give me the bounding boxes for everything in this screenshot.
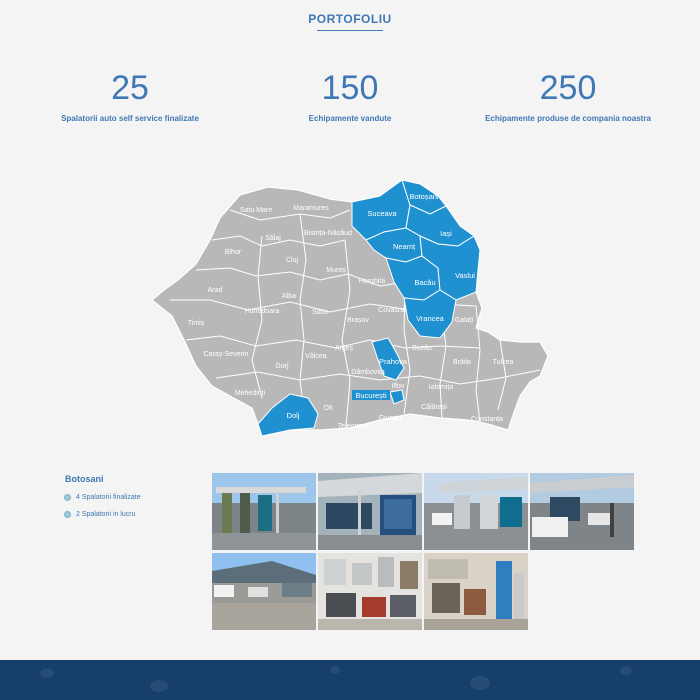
status-item-label: 2 Spalatorii in lucru [76,511,136,518]
label-bucuresti: București [355,391,387,400]
car-wash-photo-icon [530,473,634,550]
label-teleorman: Teleorman [337,423,371,430]
label-harghita: Harghita [358,278,386,285]
region-title: Botosani [65,474,104,484]
gallery-photo-2[interactable] [318,473,422,550]
label-valcea: Vâlcea [305,353,327,360]
stat-label: Spalatorii auto self service finalizate [61,114,199,123]
gallery-photo-5[interactable] [212,553,316,630]
label-bihor: Bihor [224,249,242,256]
label-vaslui: Vaslui [455,271,475,280]
car-wash-photo-icon [424,473,528,550]
gallery-photo-6[interactable] [318,553,422,630]
title-underline [317,30,383,31]
label-caras: Caraș-Severin [203,351,249,358]
label-alba: Alba [281,293,297,300]
car-wash-photo-icon [212,553,316,630]
label-prahova: Prahova [379,357,407,366]
label-salaj: Sălaj [265,235,281,242]
stat-value: 250 [539,69,597,107]
water-drop-icon [620,666,632,676]
stat-value: 25 [111,69,149,107]
status-item-label: 4 Spalatorii finalizate [76,494,141,501]
label-dolj: Dolj [286,411,300,420]
label-bistrita: Bistrița-Năsăud [304,230,352,237]
stat-value: 150 [321,69,379,107]
status-item-finalized [64,494,141,501]
label-hunedoara: Hunedoara [244,308,280,315]
label-botosani: Botoșani [409,192,439,201]
stat-label: Echipamente produse de compania noastra [485,114,651,123]
stat-equipment-produced [448,68,688,123]
label-maramures: Maramures [293,205,329,212]
label-constanta: Constanța [471,416,503,423]
romania-map[interactable] [145,172,555,444]
status-item-in-progress [64,511,136,518]
equipment-room-photo-icon [424,553,528,630]
water-drop-icon [40,668,54,678]
label-arges: Argeș [334,345,354,352]
label-olt: Olt [323,405,333,412]
label-sibiu: Sibiu [312,309,328,316]
label-dambovita: Dâmbovița [351,369,385,376]
label-calarasi: Călărași [421,404,447,411]
label-timis: Timiș [187,320,205,327]
page-title: PORTOFOLIU [308,12,392,26]
label-ilfov: Ilfov [391,383,405,390]
label-gorj: Gorj [275,363,289,370]
car-wash-photo-icon [212,473,316,550]
equipment-room-photo-icon [318,553,422,630]
label-tulcea: Tulcea [492,359,514,366]
label-ialomita: Ialomița [428,384,454,391]
label-covasna: Covasna [378,307,406,314]
gallery-photo-1[interactable] [212,473,316,550]
label-mehedinti: Mehedinți [234,390,266,397]
label-cluj: Cluj [285,257,299,264]
label-galati: Galați [454,317,474,324]
label-brasov: Brașov [347,317,369,324]
label-giurgiu: Giurgiu [378,415,402,422]
label-bacau: Bacău [414,278,436,287]
gallery-photo-4[interactable] [530,473,634,550]
bullet-icon [64,511,71,518]
water-drop-icon [330,666,340,674]
gallery-photo-3[interactable] [424,473,528,550]
label-vrancea: Vrancea [416,314,444,323]
label-braila: Brăila [453,359,471,366]
water-drop-icon [150,680,168,692]
car-wash-photo-icon [318,473,422,550]
stat-label: Echipamente vandute [308,114,392,123]
water-drop-icon [470,676,490,690]
label-mures: Mureș [326,267,346,274]
stat-equipment-sold [230,68,470,123]
footer-band [0,660,700,700]
label-satu-mare: Satu Mare [239,207,273,214]
gallery-photo-7[interactable] [424,553,528,630]
label-iasi: Iași [440,229,452,238]
label-neamt: Neamț [392,242,416,251]
bullet-icon [64,494,71,501]
label-suceava: Suceava [367,209,397,218]
stat-completed [10,68,250,123]
label-arad: Arad [207,287,223,294]
label-buzau: Buzău [412,345,432,352]
